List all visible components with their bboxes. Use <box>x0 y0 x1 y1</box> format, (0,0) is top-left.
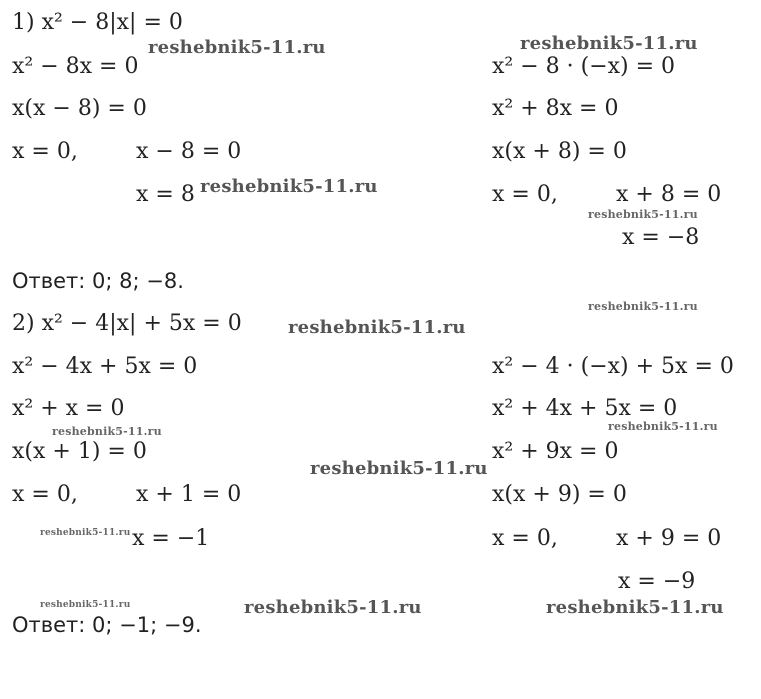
p1-right-line2: x² + 8x = 0 <box>492 96 619 121</box>
p1-right-line1: x² − 8 · (−x) = 0 <box>492 54 676 79</box>
p2-right-line5b: x + 9 = 0 <box>616 526 722 551</box>
p1-right-line4a: x = 0, <box>492 182 558 207</box>
p2-left-line4a: x = 0, <box>12 482 78 507</box>
watermark: reshebnik5-11.ru <box>588 208 698 221</box>
watermark: reshebnik5-11.ru <box>310 458 488 479</box>
p2-right-line2: x² + 4x + 5x = 0 <box>492 396 678 421</box>
p2-left-line1: x² − 4x + 5x = 0 <box>12 354 198 379</box>
p1-right-line5: x = −8 <box>622 225 700 250</box>
p1-left-line3b: x − 8 = 0 <box>136 139 242 164</box>
p1-answer: Ответ: 0; 8; −8. <box>12 269 184 293</box>
p2-left-line3: x(x + 1) = 0 <box>12 439 147 464</box>
watermark: reshebnik5-11.ru <box>200 176 378 197</box>
watermark: reshebnik5-11.ru <box>520 33 698 54</box>
p2-right-line4: x(x + 9) = 0 <box>492 482 627 507</box>
watermark: reshebnik5-11.ru <box>608 420 718 433</box>
p2-right-line3: x² + 9x = 0 <box>492 439 619 464</box>
p2-answer: Ответ: 0; −1; −9. <box>12 613 202 637</box>
p2-right-line6: x = −9 <box>618 569 696 594</box>
watermark: reshebnik5-11.ru <box>588 300 698 313</box>
p1-right-line4b: x + 8 = 0 <box>616 182 722 207</box>
watermark: reshebnik5-11.ru <box>288 317 466 338</box>
watermark: reshebnik5-11.ru <box>52 425 162 438</box>
p2-right-line5a: x = 0, <box>492 526 558 551</box>
p1-left-line2: x(x − 8) = 0 <box>12 96 147 121</box>
problem1-title: 1) x² − 8|x| = 0 <box>12 10 183 35</box>
p1-left-line4: x = 8 <box>136 182 195 207</box>
watermark: reshebnik5-11.ru <box>148 37 326 58</box>
watermark: reshebnik5-11.ru <box>244 597 422 618</box>
p2-left-line4b: x + 1 = 0 <box>136 482 242 507</box>
p2-left-line5: x = −1 <box>132 526 210 551</box>
watermark: reshebnik5-11.ru <box>40 528 131 538</box>
watermark: reshebnik5-11.ru <box>40 600 131 610</box>
p1-left-line1: x² − 8x = 0 <box>12 54 139 79</box>
watermark: reshebnik5-11.ru <box>546 597 724 618</box>
problem2-title: 2) x² − 4|x| + 5x = 0 <box>12 311 242 336</box>
p1-right-line3: x(x + 8) = 0 <box>492 139 627 164</box>
p1-left-line3a: x = 0, <box>12 139 78 164</box>
p2-left-line2: x² + x = 0 <box>12 396 125 421</box>
p2-right-line1: x² − 4 · (−x) + 5x = 0 <box>492 354 734 379</box>
